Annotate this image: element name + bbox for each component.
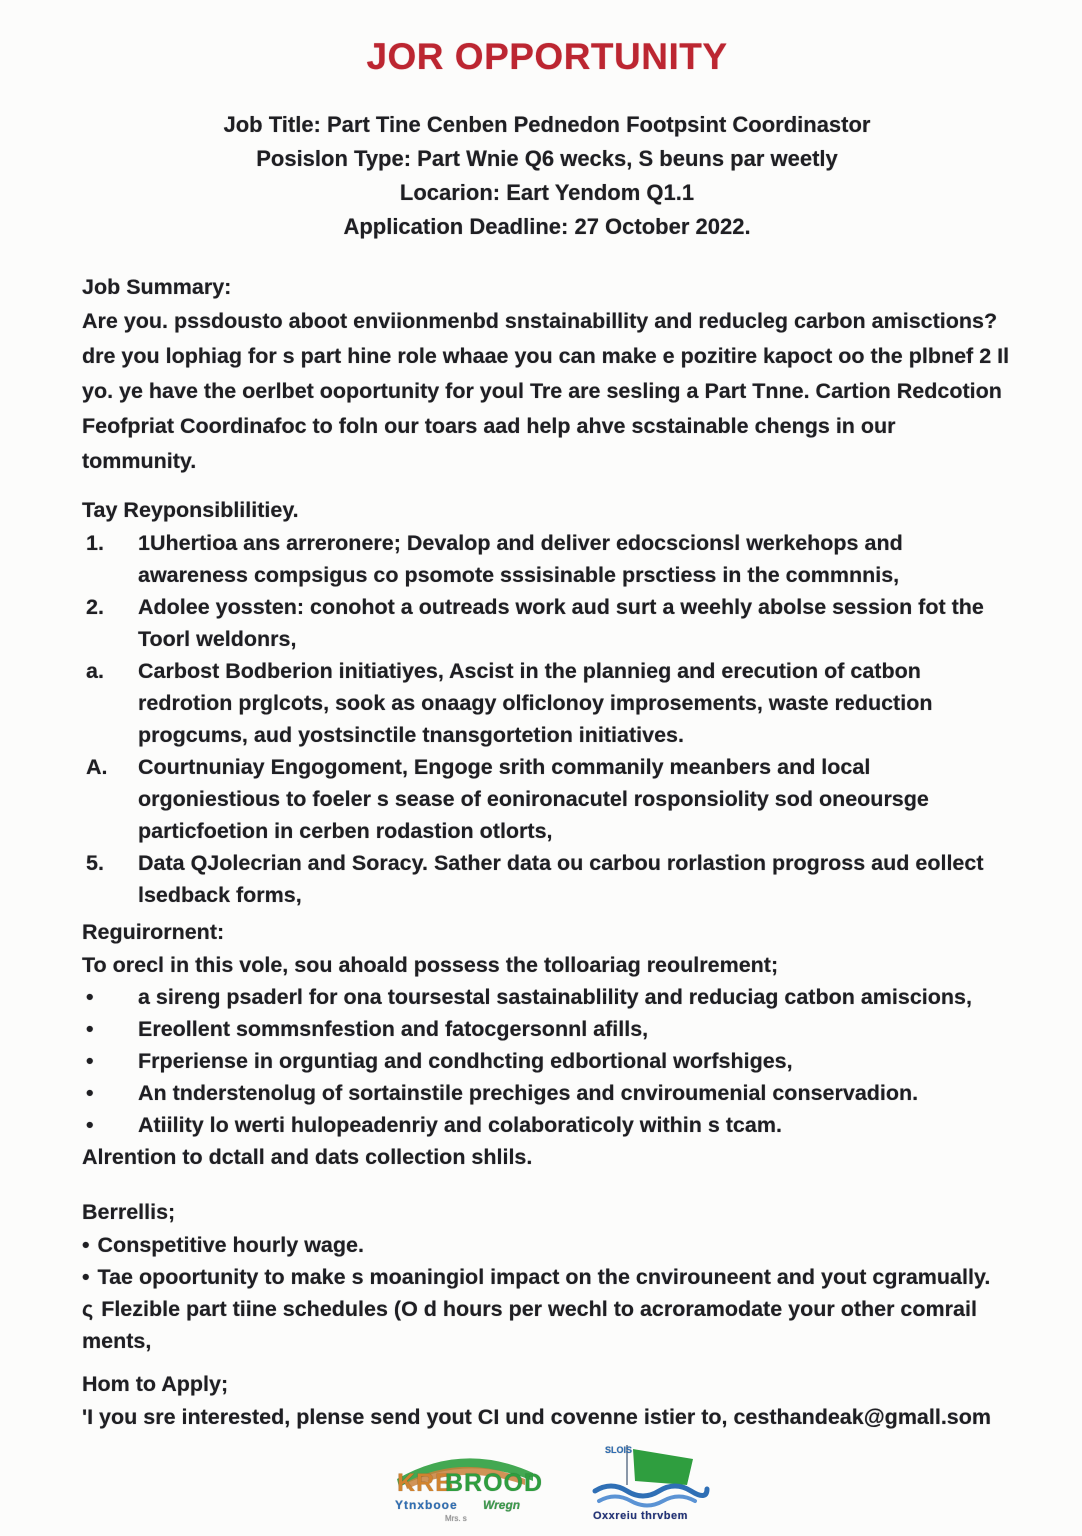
benefit-item: [82, 1261, 1012, 1293]
bullet-icon: •: [86, 985, 94, 1009]
location-line: Locarion: Eart Yendom Q1.1: [399, 180, 695, 205]
job-summary-heading: Job Summary:: [82, 275, 232, 299]
list-item-text: a sireng psaderl for ona toursestal sastainablility and reduciag catbon amiscions,: [138, 985, 972, 1009]
arch-logo-subtext3: Mrs. s: [445, 1514, 467, 1523]
responsibilities-list: [82, 527, 1012, 911]
list-item-text: Ereollent sommsnfestion and fatocgersonnl afills,: [138, 1017, 649, 1041]
benefit-item: [82, 1229, 1012, 1261]
list-item-text: An tnderstenolug of sortainstile prechiges and cnviroumenial conservadion.: [138, 1081, 919, 1105]
bullet-icon: •: [82, 1233, 90, 1257]
responsibilities-section: [82, 493, 1012, 911]
arch-logo-subtext1: Ytnxbooe: [395, 1498, 458, 1512]
benefit-text: Conspetitive hourly wage.: [97, 1233, 364, 1257]
list-number: a.: [86, 659, 104, 683]
list-item-text: Frperiense in orguntiag and condhcting edbortional worfshiges,: [138, 1049, 793, 1073]
list-item: [82, 1109, 1012, 1141]
list-item: [82, 1077, 1012, 1109]
list-item-text: Data QJolecrian and Soracy. Sather data ou carbou rorlastion progross aud eollect lsedback forms,: [138, 851, 984, 907]
list-item: [82, 655, 1012, 751]
sail-logo-graphic: [589, 1439, 711, 1523]
how-to-apply-text: 'I you sre interested, plense send yout CI und covenne istier to, cesthandeak@gmall.som: [82, 1405, 992, 1429]
bullet-icon: •: [86, 1017, 94, 1041]
sail-shape: [633, 1449, 693, 1485]
position-type-line: Posislon Type: Part Wnie Q6 wecks, S beuns par weetly: [256, 146, 838, 171]
arch-logo-word1: KRB: [397, 1469, 455, 1497]
list-number: A.: [86, 755, 108, 779]
benefit-text: Flezible part tiine schedules (O d hours per wechl to acroramodate your other comrail ments,: [82, 1297, 977, 1353]
how-to-apply-section: [82, 1367, 1012, 1433]
list-item-text: 1Uhertioa ans arreronere; Devalop and deliver edocscionsl werkehops and awareness compsigus co psomote sssisinable prsctiess in the commnnis,: [138, 531, 903, 587]
community-arch-logo: [383, 1439, 543, 1523]
benefits-section: [82, 1195, 1012, 1357]
bullet-icon: •: [82, 1265, 90, 1289]
job-summary-section: [82, 270, 1012, 479]
deadline-line: Application Deadline: 27 October 2022.: [343, 214, 751, 239]
requirements-section: [82, 915, 1012, 1173]
requirements-intro: To orecl in this vole, sou ahoald possess the tolloariag reoulrement;: [82, 953, 779, 977]
bullet-icon: •: [86, 1081, 94, 1105]
list-item: [82, 1045, 1012, 1077]
arch-logo-subtext2: Wregn: [483, 1498, 521, 1512]
how-to-apply-heading: Hom to Apply;: [82, 1372, 229, 1396]
benefit-item: [82, 1293, 1012, 1357]
requirements-list: [82, 981, 1012, 1141]
bullet-icon: •: [86, 1049, 94, 1073]
requirements-heading: Reguirornent:: [82, 920, 225, 944]
list-item: [82, 981, 1012, 1013]
list-item: [82, 1013, 1012, 1045]
arch-logo-word2: BROOD: [445, 1469, 543, 1497]
list-number: 1.: [86, 531, 104, 555]
list-item: [82, 527, 1012, 591]
footer-logos: [82, 1439, 1012, 1523]
responsibilities-heading: Tay Reyponsiblilitiey.: [82, 498, 299, 522]
sail-logo-bottomtext: Oxxreiu thrvbem: [593, 1510, 688, 1522]
bullet-icon: ς: [82, 1297, 94, 1321]
arch-logo-graphic: [383, 1439, 543, 1523]
job-title-line: Job Title: Part Tine Cenben Pednedon Footpsint Coordinastor: [223, 112, 871, 137]
list-item-text: Adolee yossten: conohot a outreads work aud surt a weehly abolse session fot the Toorl weldonrs,: [138, 595, 984, 651]
list-item-text: Courtnuniay Engogoment, Engoge srith commanily meanbers and local orgoniestious to foeler s sease of eonironacutel rosponsiolity sod oneoursge particfoetion in cerben rodastion otlorts,: [138, 755, 929, 843]
list-item: [82, 591, 1012, 655]
list-item: [82, 847, 1012, 911]
sail-waves-logo: [589, 1439, 711, 1523]
requirements-outro: Alrention to dctall and dats collection shlils.: [82, 1145, 533, 1169]
list-item-text: Atiility lo werti hulopeadenriy and colaboraticoly within s tcam.: [138, 1113, 782, 1137]
benefits-heading: Berrellis;: [82, 1200, 176, 1224]
list-item: [82, 751, 1012, 847]
benefit-text: Tae opoortunity to make s moaningiol impact on the cnvirouneent and yout cgramually.: [97, 1265, 991, 1289]
page-title: JOR OPPORTUNITY: [366, 36, 728, 77]
job-summary-text: Are you. pssdousto aboot enviionmenbd snstainabillity and reducleg carbon amisctions? dre you lophiag for s part hine role whaae you can make e pozitire kapoct oo the plbnef 2 Il yo. ye have the oerlbet ooportunity for youl Tre are sesling a Part Tnne. Cartion Redcotion Feofpriat Coordinafoc to foln our toars aad help ahve scstainable chengs in our tommunity.: [82, 309, 1010, 473]
job-header-details: [82, 108, 1012, 244]
list-item-text: Carbost Bodberion initiatiyes, Ascist in the plannieg and erecution of catbon redrotion prglcots, sook as onaagy olficlonoy improsements, waste reduction progcums, aud yostsinctile tnansgortetion initiatives.: [138, 659, 933, 747]
list-number: 2.: [86, 595, 104, 619]
bullet-icon: •: [86, 1113, 94, 1137]
sail-logo-toptext: SLOIS: [605, 1445, 633, 1455]
list-number: 5.: [86, 851, 104, 875]
